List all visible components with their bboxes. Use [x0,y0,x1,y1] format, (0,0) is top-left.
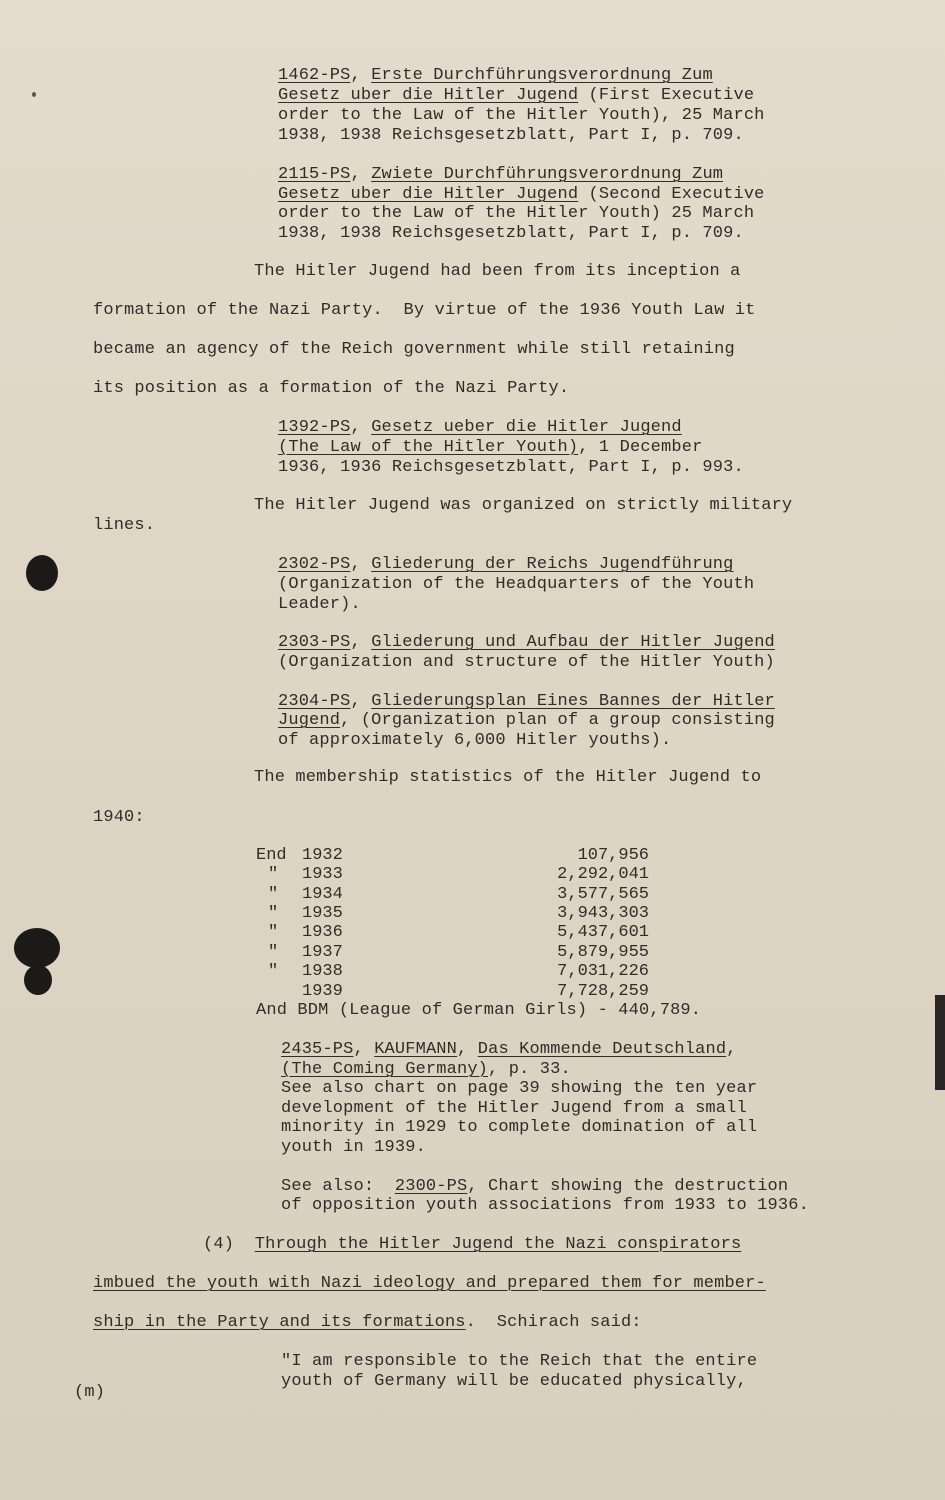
ref1-line3: order to the Law of the Hitler Youth), 25 March [278,106,765,125]
stat-row-value: 3,943,303 [557,904,649,923]
ref7-line3: See also chart on page 39 showing the ten year [281,1079,758,1098]
para1-line4: its position as a formation of the Nazi Party. [93,379,570,398]
para3-line2: 1940: [93,808,145,827]
stat-row-year: 1934 [302,885,343,904]
stat-row-year: 1936 [302,923,343,942]
ref8-line1: See also: 2300-PS, Chart showing the destruction [281,1177,789,1196]
stat-row-value: 2,292,041 [557,865,649,884]
ref6-line3: of approximately 6,000 Hitler youths). [278,731,672,750]
stat-row-value: 107,956 [577,846,649,865]
bdm-line: And BDM (League of German Girls) - 440,789. [256,1001,702,1020]
stat-row-year: 1937 [302,943,343,962]
ref2-line3: order to the Law of the Hitler Youth) 25 March [278,204,755,223]
ref4-line2: (Organization of the Headquarters of the Youth [278,575,755,594]
quote-line2: youth of Germany will be educated physically, [281,1372,747,1391]
ref7-line2: (The Coming Germany), p. 33. [281,1060,571,1079]
stat-row-value: 7,031,226 [557,962,649,981]
ref7-line4: development of the Hitler Jugend from a small [281,1099,747,1118]
stat-row-year: 1938 [302,962,343,981]
margin-speck [32,92,36,97]
stat-row-prefix: " [268,962,279,981]
right-edge-tab [935,995,945,1090]
para4-line2: imbued the youth with Nazi ideology and prepared them for member- [93,1274,766,1293]
stat-row-prefix: " [268,943,279,962]
ref5-line1: 2303-PS, Gliederung und Aufbau der Hitler Jugend [278,633,775,652]
ref2-line4: 1938, 1938 Reichsgesetzblatt, Part I, p. 709. [278,224,744,243]
ref7-line1: 2435-PS, KAUFMANN, Das Kommende Deutschland, [281,1040,737,1059]
ref8-line2: of opposition youth associations from 1933 to 1936. [281,1196,809,1215]
quote-line1: "I am responsible to the Reich that the entire [281,1352,758,1371]
ref1-line2: Gesetz uber die Hitler Jugend (First Executive [278,86,755,105]
ref4-line1: 2302-PS, Gliederung der Reichs Jugendführung [278,555,734,574]
punch-hole-top [26,555,58,591]
stat-row-value: 5,879,955 [557,943,649,962]
ref2-line1: 2115-PS, Zwiete Durchführungsverordnung Zum [278,165,724,184]
ref1-line4: 1938, 1938 Reichsgesetzblatt, Part I, p. 709. [278,126,744,145]
para4-line3: ship in the Party and its formations. Schirach said: [93,1313,642,1332]
ref3-line3: 1936, 1936 Reichsgesetzblatt, Part I, p. 993. [278,458,744,477]
stat-row-prefix: " [268,885,279,904]
ref6-line1: 2304-PS, Gliederungsplan Eines Bannes der Hitler [278,692,775,711]
ref4-line3: Leader). [278,595,361,614]
stat-row-value: 5,437,601 [557,923,649,942]
footer-mark: (m) [74,1383,106,1402]
ref7-line5: minority in 1929 to complete domination of all [281,1118,758,1137]
stat-row-prefix: " [268,923,279,942]
para1-line3: became an agency of the Reich government while still retaining [93,340,735,359]
punch-hole-middle [14,928,60,968]
ref2-line2: Gesetz uber die Hitler Jugend (Second Executive [278,185,765,204]
stat-row-value: 7,728,259 [557,982,649,1001]
ref3-line1: 1392-PS, Gesetz ueber die Hitler Jugend [278,418,682,437]
ref6-line2: Jugend, (Organization plan of a group consisting [278,711,775,730]
stat-row-year: 1935 [302,904,343,923]
para4-line1: (4) Through the Hitler Jugend the Nazi conspirators [203,1235,742,1254]
stat-row-year: 1932 [302,846,343,865]
para1-line1: The Hitler Jugend had been from its inception a [254,262,741,281]
para3-line1: The membership statistics of the Hitler Jugend to [254,768,762,787]
stat-row-prefix: " [268,904,279,923]
stat-row-year: 1933 [302,865,343,884]
ref1-line1: 1462-PS, Erste Durchführungsverordnung Zum [278,66,713,85]
ref5-line2: (Organization and structure of the Hitler Youth) [278,653,775,672]
stat-row-prefix: End [256,846,287,865]
punch-hole-bottom [24,965,52,995]
para2-line1: The Hitler Jugend was organized on strictly military [254,496,793,515]
para2-line2: lines. [93,516,156,535]
stat-row-year: 1939 [302,982,343,1001]
stat-row-prefix: " [268,865,279,884]
ref7-line6: youth in 1939. [281,1138,426,1157]
ref3-line2: (The Law of the Hitler Youth), 1 December [278,438,703,457]
stat-row-value: 3,577,565 [557,885,649,904]
para1-line2: formation of the Nazi Party. By virtue of the 1936 Youth Law it [93,301,756,320]
